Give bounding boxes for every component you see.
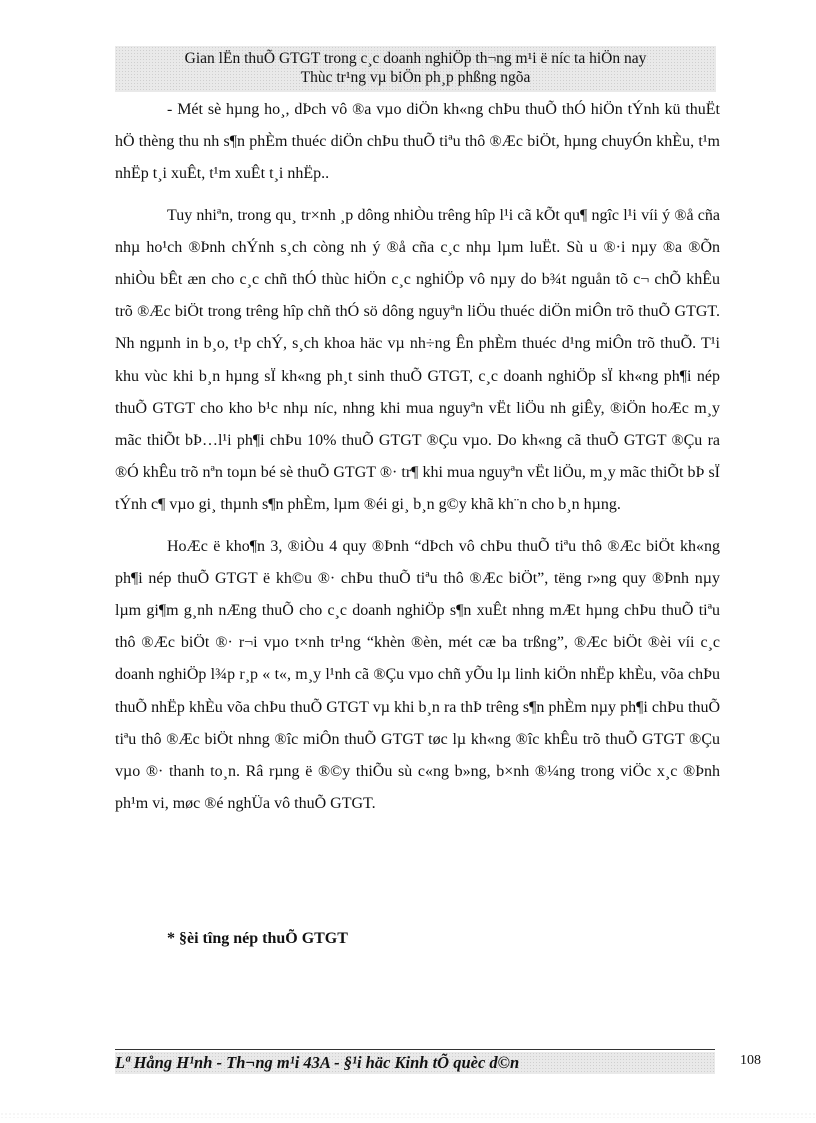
- running-header: [115, 46, 716, 92]
- paragraph-1: - Mét sè hµng ho¸, dÞch vô ®a vµo diÖn kh«ng chÞu thuÕ thÓ hiÖn tÝnh kü thuËt hÖ thèng thu nh s¶n phÈm thuéc diÖn chÞu thuÕ tiªu thô ®Æc biÖt, hµng chuyÓn khÈu, t¹m nhËp t¸i xuÊt, t¹m xuÊt t¸i nhËp..: [115, 101, 720, 183]
- bottom-dotted-border: [0, 1112, 816, 1118]
- header-title-line2: Thùc tr¹ng vµ biÖn ph¸p phßng ngõa: [300, 69, 531, 86]
- paragraph-3: HoÆc ë kho¶n 3, ®iÒu 4 quy ®Þnh “dÞch vô chÞu thuÕ tiªu thô ®Æc biÖt kh«ng ph¶i nép thuÕ GTGT ë kh©u ®· chÞu thuÕ tiªu thô ®Æc biÖt”, tëng r»ng quy ®Þnh nµy lµm gi¶m g¸nh nÆng thuÕ cho c¸c doanh nghiÖp s¶n xuÊt nhng mÆt hµng chÞu thuÕ tiªu thô ®Æc biÖt ®· r¬i vµo t×nh tr¹ng “khèn ®èn, mét cæ ba trßng”, ®Æc biÖt ®èi víi c¸c doanh nghiÖp l¾p r¸p « t«, m¸y l¹nh cã ®Çu vµo chñ yÕu lµ linh kiÖn nhËp khÈu, võa chÞu thuÕ nhËp khÈu võa chÞu thuÕ GTGT vµ khi b¸n ra thÞ trêng s¶n phÈm nµy ph¶i chÞu thuÕ tiªu thô ®Æc biÖt nhng ®îc miÔn thuÕ GTGT tøc lµ kh«ng ®îc khÊu trõ thuÕ GTGT ®Çu vµo ®· thanh to¸n. Râ rµng ë ®©y thiÕu sù c«ng b»ng, b×nh ®¼ng trong viÖc x¸c ®Þnh ph¹m vi, møc ®é nghÜa vô thuÕ GTGT.: [115, 537, 720, 813]
- body-text: [115, 94, 720, 820]
- page-number: 108: [740, 1053, 761, 1068]
- footer-divider: [115, 1049, 715, 1050]
- footer-author-line: Lª Hång H¹nh - Th¬ng m¹i 43A - §¹i häc Kinh tÕ quèc d©n: [115, 1052, 715, 1074]
- paragraph-2: Tuy nhiªn, trong qu¸ tr×nh ¸p dông nhiÒu trêng hîp l¹i cã kÕt qu¶ ngîc l¹i víi ý ®å cña nhµ ho¹ch ®Þnh chÝnh s¸ch còng nh ý ®å cña c¸c nhµ lµm luËt. Sù u ®·i nµy ®a ®Õn nhiÒu bÊt æn cho c¸c chñ thÓ thùc hiÖn c¸c nghiÖp vô nµy do b¾t nguån tõ c¬ chÕ khÊu trõ ®Æc biÖt trong trêng hîp chñ thÓ sö dông nguyªn liÖu thuéc diÖn miÔn trõ thuÕ GTGT. Nh ngµnh in b¸o, t¹p chÝ, s¸ch khoa häc vµ nh÷ng Ên phÈm thuéc d¹ng miÔn trõ thuÕ. T¹i khu vùc khi b¸n hµng sÏ kh«ng ph¸t sinh thuÕ GTGT, c¸c doanh nghiÖp sÏ kh«ng ph¶i nép thuÕ GTGT cho kho b¹c nhµ níc, nhng khi mua nguyªn vËt liÖu nh giÊy, ®iÖn hoÆc m¸y mãc thiÕt bÞ…l¹i ph¶i chÞu 10% thuÕ GTGT ®Çu vµo. Do kh«ng cã thuÕ GTGT ®Çu ra ®Ó khÊu trõ nªn toµn bé sè thuÕ GTGT ®· tr¶ khi mua nguyªn vËt liÖu, m¸y mãc thiÕt bÞ sÏ tÝnh c¶ vµo gi¸ thµnh s¶n phÈm, lµm ®éi gi¸ b¸n g©y khã kh¨n cho b¸n hµng.: [115, 206, 720, 514]
- header-title-line1: Gian lËn thuÕ GTGT trong c¸c doanh nghiÖp th¬ng m¹i ë níc ta hiÖn nay: [184, 50, 647, 67]
- section-heading: * §èi tîng nép thuÕ GTGT: [167, 930, 348, 947]
